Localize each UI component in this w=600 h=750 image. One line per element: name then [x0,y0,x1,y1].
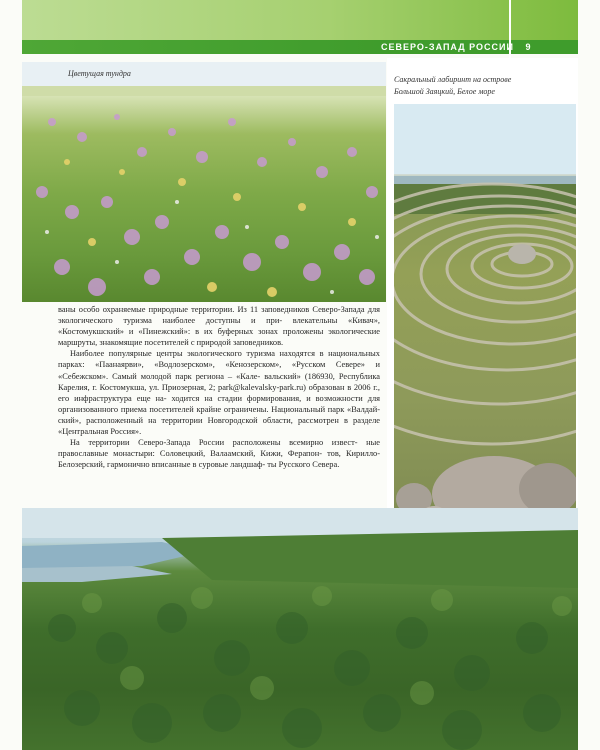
labyrinth-caption [394,74,574,98]
paragraph-2-line: Наиболее популярные центры экологического туризма находятся [70,349,315,359]
paragraph-2-line: вальский» (186930, Республика Карелия, г. Костомукша, ул. Приозерная, 2; [58,371,381,392]
labyrinth-photo [394,104,576,524]
paragraph-3-line: ные православные монастыри: Соловецкий, Валаамский, Кижи, Ферапон- [58,438,380,459]
paragraph-3-line: тов, Кирилло-Белозерский, гармонично вписанные в суровые ландшаф- [58,449,381,470]
paragraph-3-line: ты Русского Севера. [267,460,340,470]
paragraph-1 [58,304,380,348]
header-bar-left-shade [22,40,382,54]
paragraph-3 [58,437,380,470]
paragraph-1-line: ваны особо охраняемые природные территории. Из 11 заповедников [58,305,310,314]
forest-photo [22,508,578,750]
paragraph-2-line: «Русском Севере» и «Себежском». Самый молодой парк региона – «Кале- [58,360,380,381]
tundra-photo [22,62,386,302]
tundra-caption: Цветущая тундра [68,69,131,78]
paragraph-1-line: Северо-Запада для экологического туризма наиболее доступны и при- [58,305,380,326]
paragraph-2-line: в национальных парках: «Паанаярви», «Водлозерском», «Кенозерском», [58,349,380,370]
paragraph-2-line: park@kalevalsky-park.ru) образован в 2006 г., его инфраструктура еще на- [58,382,380,403]
paragraph-2-line: приема посетителей крайне ограничены. Национальный парк «Валдай- [120,404,381,414]
paragraph-2-line: ходится на стадии формирования, и возможности для организованного [58,393,380,414]
top-decorative-band [22,0,578,40]
paragraph-2-line: в разделе «Центральная Россия». [58,415,380,437]
paragraph-1-line: с природой заповедников. [190,338,284,348]
paragraph-2-line: ский», расположенный на территории Новгородской области, рассмотрен [58,415,339,425]
paragraph-1-line: влекательны «Кивач», «Костомукшский» и «Пинежский»: в их буферных [58,316,380,337]
page-number: 9 [525,42,531,52]
labyrinth-caption-line1: Сакральный лабиринт на острове [394,75,512,84]
paragraph-3-line: На территории Северо-Запада России расположены всемирно извест- [70,438,358,448]
paragraph-2 [58,348,380,437]
section-title: СЕВЕРО-ЗАПАД РОССИИ [381,42,514,52]
article-body [58,304,380,470]
paragraph-1-line: зонах проложены экологические маршруты, знакомящие посетителей [58,327,380,348]
labyrinth-caption-line2: Большой Заяцкий, Белое море [394,87,495,96]
